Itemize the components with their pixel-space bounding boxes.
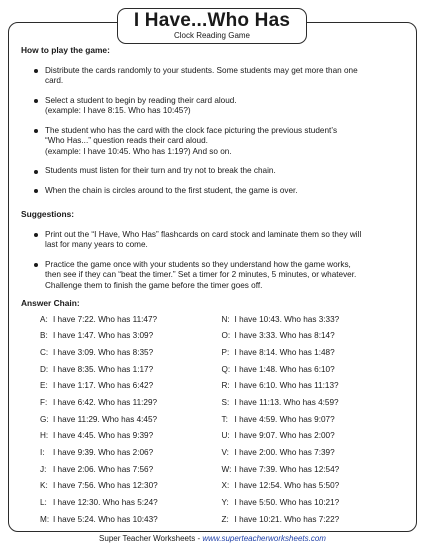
- list-item-line: (example: I have 8:15. Who has 10:45?): [45, 106, 191, 115]
- answer-text: I have 10:43. Who has 3:33?: [234, 314, 340, 324]
- footer: [0, 534, 425, 544]
- answer-text: I have 4:59. Who has 9:07?: [234, 414, 335, 424]
- answer-letter: H:: [40, 431, 49, 441]
- answer-text: I have 7:56. Who has 12:30?: [53, 481, 158, 491]
- answer-letter: E:: [40, 381, 48, 391]
- answer-letter: X:: [221, 481, 230, 491]
- suggestions-heading: Suggestions:: [21, 209, 75, 219]
- list-item: [34, 126, 406, 158]
- page-title: I Have...Who Has: [133, 10, 291, 31]
- answer-letter: B:: [40, 331, 48, 341]
- answer-row: [40, 331, 214, 348]
- answer-text: I have 10:21. Who has 7:22?: [234, 514, 340, 524]
- answer-row: [40, 515, 214, 532]
- list-item: [34, 186, 406, 197]
- answer-letter: L:: [40, 498, 47, 508]
- answer-text: I have 5:24. Who has 10:43?: [53, 514, 158, 524]
- worksheet-content: [21, 45, 406, 524]
- list-item: [34, 260, 406, 292]
- answer-letter: C:: [40, 347, 49, 357]
- answer-row: [222, 331, 406, 348]
- answer-text: I have 8:14. Who has 1:48?: [234, 347, 335, 357]
- answer-chain: [21, 298, 406, 531]
- answer-letter: P:: [221, 347, 230, 357]
- answer-column-left: [21, 315, 214, 532]
- answer-row: [222, 465, 406, 482]
- list-item-line: Select a student to begin by reading their card aloud.: [45, 95, 237, 105]
- answer-row: [40, 448, 214, 465]
- answer-row: [40, 415, 214, 432]
- answer-letter: D:: [40, 364, 49, 374]
- answer-text: I have 11:29. Who has 4:45?: [53, 414, 158, 424]
- answer-text: I have 6:42. Who has 11:29?: [53, 397, 158, 407]
- answer-row: [222, 481, 406, 498]
- list-item-line: (example: I have 10:45. Who has 1:19?) And so on.: [45, 146, 232, 156]
- list-item-line: last for many years to come.: [45, 240, 148, 249]
- answer-letter: K:: [40, 481, 48, 491]
- suggestions-list: [34, 230, 406, 292]
- answer-text: I have 2:06. Who has 7:56?: [53, 464, 154, 474]
- answer-letter: G:: [40, 414, 49, 424]
- list-item: [34, 96, 406, 117]
- answer-row: [40, 481, 214, 498]
- answer-letter: V:: [221, 448, 229, 457]
- answer-text: I have 3:09. Who has 8:35?: [53, 347, 154, 357]
- answer-letter: A:: [40, 314, 48, 324]
- list-item-line: Print out the “I Have, Who Has” flashcards on card stock and laminate them so they will: [45, 229, 362, 239]
- answer-text: I have 9:07. Who has 2:00?: [234, 431, 335, 441]
- answer-chain-heading: Answer Chain:: [21, 298, 80, 308]
- list-item-line: “Who Has...” question reads their card aloud.: [45, 136, 208, 145]
- answer-row: [222, 348, 406, 365]
- answer-letter: S:: [221, 397, 230, 407]
- answer-text: I have 7:22. Who has 11:47?: [53, 314, 158, 324]
- answer-text: I have 6:10. Who has 11:13?: [234, 381, 339, 391]
- answer-row: [40, 381, 214, 398]
- answer-row: [40, 431, 214, 448]
- answer-letter: M:: [40, 514, 50, 524]
- list-item-line: card.: [45, 76, 64, 85]
- answer-text: I have 8:35. Who has 1:17?: [53, 364, 154, 374]
- footer-credit: Super Teacher Worksheets -: [99, 534, 203, 543]
- answer-text: I have 7:39. Who has 12:54?: [234, 464, 340, 474]
- answer-column-right: [214, 315, 406, 532]
- answer-row: [222, 415, 406, 432]
- answer-text: I have 1:17. Who has 6:42?: [53, 381, 154, 391]
- list-item-line: Students must listen for their turn and try not to break the chain.: [45, 166, 276, 175]
- list-item-line: Practice the game once with your students so they understand how the game works,: [45, 259, 351, 269]
- how-to-play-list: [34, 66, 406, 197]
- answer-row: [222, 431, 406, 448]
- answer-text: I have 12:54. Who has 5:50?: [234, 481, 340, 491]
- list-item-line: When the chain is circles around to the first student, the game is over.: [45, 185, 298, 195]
- answer-row: [222, 398, 406, 415]
- answer-text: I have 11:13. Who has 4:59?: [234, 397, 339, 407]
- answer-text: I have 5:50. Who has 10:21?: [234, 498, 340, 508]
- list-item-line: The student who has the card with the clock face picturing the previous student’s: [45, 125, 338, 135]
- answer-row: [40, 315, 214, 332]
- answer-row: [222, 515, 406, 532]
- answer-text: I have 9:39. Who has 2:06?: [53, 448, 154, 457]
- answer-row: [222, 498, 406, 515]
- list-item-line: then see if they can “beat the timer.” Set a timer for 2 minutes, 5 minutes, or whatever.: [45, 270, 357, 279]
- answer-text: I have 2:00. Who has 7:39?: [234, 448, 335, 457]
- answer-text: I have 1:48. Who has 6:10?: [234, 364, 335, 374]
- answer-letter: Z:: [221, 514, 229, 524]
- answer-row: [40, 348, 214, 365]
- answer-letter: Q:: [221, 364, 231, 374]
- answer-row: [40, 398, 214, 415]
- answer-row: [222, 381, 406, 398]
- answer-letter: U:: [221, 431, 230, 441]
- answer-letter: N:: [221, 314, 230, 324]
- how-to-play-heading: How to play the game:: [21, 45, 110, 55]
- answer-row: [222, 365, 406, 382]
- answer-text: I have 12:30. Who has 5:24?: [53, 498, 158, 508]
- answer-letter: I:: [40, 448, 45, 457]
- answer-letter: F:: [40, 397, 48, 407]
- list-item-line: Distribute the cards randomly to your students. Some students may get more than one: [45, 65, 358, 75]
- page-subtitle: Clock Reading Game: [173, 31, 251, 40]
- answer-row: [222, 315, 406, 332]
- answer-row: [222, 448, 406, 465]
- answer-letter: W:: [221, 464, 232, 474]
- answer-row: [40, 498, 214, 515]
- list-item-line: Challenge them to finish the game before the timer goes off.: [45, 280, 263, 290]
- list-item: [34, 166, 406, 177]
- answer-row: [40, 365, 214, 382]
- list-item: [34, 66, 406, 87]
- answer-text: I have 1:47. Who has 3:09?: [53, 331, 154, 341]
- answer-text: I have 4:45. Who has 9:39?: [53, 431, 154, 441]
- list-item: [34, 230, 406, 251]
- answer-letter: Y:: [221, 498, 229, 508]
- footer-url[interactable]: www.superteacherworksheets.com: [202, 534, 326, 543]
- answer-letter: O:: [221, 331, 231, 341]
- answer-text: I have 3:33. Who has 8:14?: [234, 331, 335, 341]
- answer-row: [40, 465, 214, 482]
- answer-letter: R:: [221, 381, 230, 391]
- answer-letter: J:: [40, 464, 47, 474]
- title-box: [117, 8, 307, 44]
- answer-letter: T:: [221, 414, 228, 424]
